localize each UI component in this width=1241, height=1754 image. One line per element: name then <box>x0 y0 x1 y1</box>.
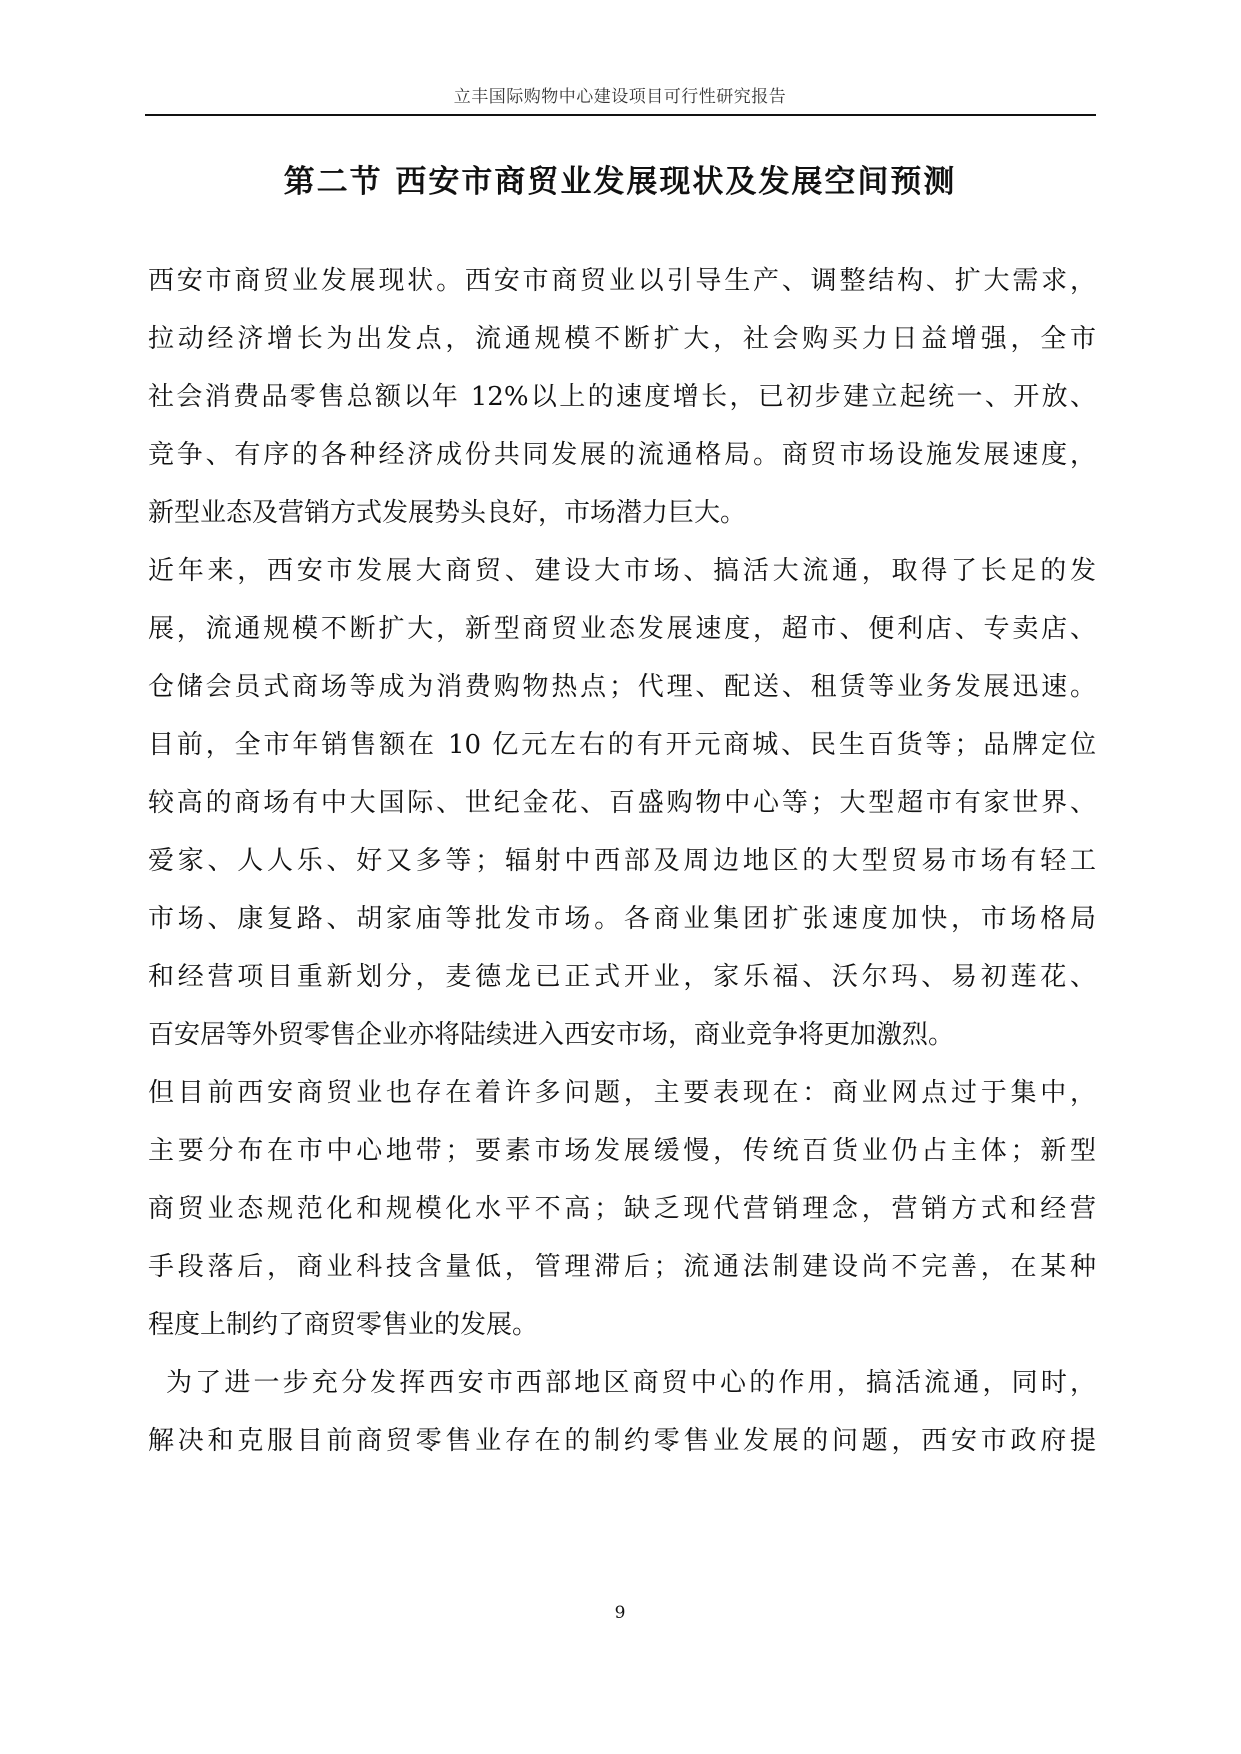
text-line: 解决和克服目前商贸零售业存在的制约零售业发展的问题，西安市政府提 <box>148 1426 1096 1456</box>
paragraph-recent-years <box>148 542 1096 1064</box>
header-divider <box>145 114 1096 116</box>
body-text <box>148 252 1096 1470</box>
text-line: 为了进一步充分发挥西安市西部地区商贸中心的作用，搞活流通，同时， <box>166 1368 1096 1398</box>
running-header: 立丰国际购物中心建设项目可行性研究报告 <box>453 87 787 107</box>
text-line: 和经营项目重新划分，麦德龙已正式开业，家乐福、沃尔玛、易初莲花、 <box>148 962 1096 992</box>
text-line: 商贸业态规范化和规模化水平不高；缺乏现代营销理念，营销方式和经营 <box>148 1194 1096 1224</box>
text-line: 主要分布在市中心地带；要素市场发展缓慢，传统百货业仍占主体；新型 <box>148 1136 1096 1166</box>
text-line: 社会消费品零售总额以年 12%以上的速度增长，已初步建立起统一、开放、 <box>148 382 1096 412</box>
text-line: 近年来，西安市发展大商贸、建设大市场、搞活大流通，取得了长足的发 <box>148 556 1096 586</box>
page-number: 9 <box>614 1603 626 1623</box>
text-line: 新型业态及营销方式发展势头良好，市场潜力巨大。 <box>148 498 747 528</box>
text-line: 手段落后，商业科技含量低，管理滞后；流通法制建设尚不完善，在某种 <box>148 1252 1096 1282</box>
paragraph-problems <box>148 1064 1096 1354</box>
text-line: 西安市商贸业发展现状。西安市商贸业以引导生产、调整结构、扩大需求， <box>148 266 1096 296</box>
text-line: 目前，全市年销售额在 10 亿元左右的有开元商城、民生百货等；品牌定位 <box>148 730 1096 760</box>
text-line: 但目前西安商贸业也存在着许多问题，主要表现在：商业网点过于集中， <box>148 1078 1096 1108</box>
text-line: 市场、康复路、胡家庙等批发市场。各商业集团扩张速度加快，市场格局 <box>148 904 1096 934</box>
paragraph-government <box>148 1354 1096 1470</box>
text-line: 拉动经济增长为出发点，流通规模不断扩大，社会购买力日益增强，全市 <box>148 324 1096 354</box>
text-line: 展，流通规模不断扩大，新型商贸业态发展速度，超市、便利店、专卖店、 <box>148 614 1096 644</box>
text-line: 爱家、人人乐、好又多等；辐射中西部及周边地区的大型贸易市场有轻工 <box>148 846 1096 876</box>
text-line: 程度上制约了商贸零售业的发展。 <box>148 1310 539 1340</box>
text-line: 较高的商场有中大国际、世纪金花、百盛购物中心等；大型超市有家世界、 <box>148 788 1096 818</box>
paragraph-status <box>148 252 1096 542</box>
text-line: 竞争、有序的各种经济成份共同发展的流通格局。商贸市场设施发展速度， <box>148 440 1096 470</box>
section-title: 第二节 西安市商贸业发展现状及发展空间预测 <box>283 164 957 200</box>
text-line: 仓储会员式商场等成为消费购物热点；代理、配送、租赁等业务发展迅速。 <box>148 672 1096 702</box>
text-line: 百安居等外贸零售企业亦将陆续进入西安市场，商业竞争将更加激烈。 <box>148 1020 955 1050</box>
